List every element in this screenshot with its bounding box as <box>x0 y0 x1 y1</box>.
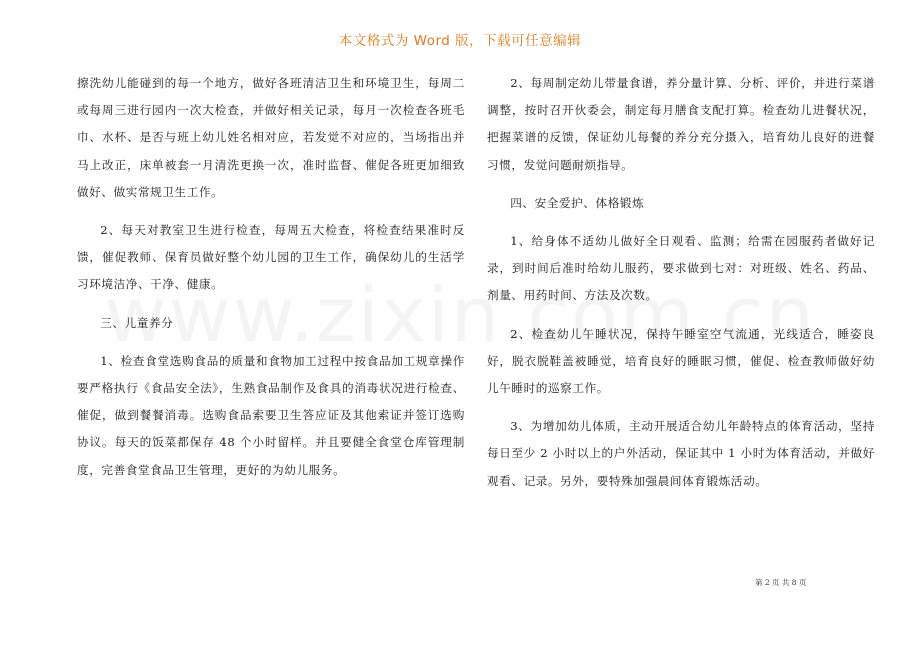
paragraph: 擦洗幼儿能碰到的每一个地方，做好各班清洁卫生和环境卫生，每周二或每周三进行园内一次大检查，并做好相关记录，每月一次检查各班毛巾、水杯、是否与班上幼儿姓名相对应，若发觉不对应的，当场指出并马上改正，床单被套一月清洗更换一次，准时监督、催促各班更加细致做好、做实常规卫生工作。 <box>77 76 465 199</box>
page-number: 第 2 页 共 8 页 <box>755 578 807 587</box>
paragraph: 2、每天对教室卫生进行检查，每周五大检查，将检查结果准时反馈，催促教师、保育员做好整个幼儿园的卫生工作，确保幼儿的生活学习环境洁净、干净、健康。 <box>77 223 465 292</box>
paragraph: 2、检查幼儿午睡状况，保持午睡室空气流通，光线适合，睡姿良好，脱衣脱鞋盖被睡觉，培育良好的睡眠习惯，催促、检查教师做好幼儿午睡时的巡察工作。 <box>487 326 875 396</box>
section-heading: 三、儿童养分 <box>100 315 174 330</box>
right-column <box>487 70 875 506</box>
paragraph: 1、给身体不适幼儿做好全日观看、监测；给需在园服药者做好记录，到时间后准时给幼儿服药，要求做到七对：对班级、姓名、药品、剂量、用药时间、方法及次数。 <box>487 234 875 303</box>
paragraph: 3、为增加幼儿体质，主动开展适合幼儿年龄特点的体育活动，坚持每日至少 2 小时以上的户外活动，保证其中 1 小时为体育活动，并做好观看、记录。另外，要特殊加强晨间体育锻炼活动。 <box>487 419 875 488</box>
paragraph: 1、检查食堂选购食品的质量和食物加工过程中按食品加工规章操作要严格执行《食品安全法》，生熟食品制作及食具的消毒状况进行检查、催促，做到餐餐消毒。选购食品索要卫生答应证及其他索证并签订选购协议。每天的饭菜都保存 48 个小时留样。并且要健全食堂仓库管理制度，完善食堂食品卫生管理，更好的为幼儿服务。 <box>77 353 465 477</box>
section-heading: 四、安全爱护、体格锻炼 <box>510 195 645 210</box>
paragraph: 2、每周制定幼儿带量食谱，养分量计算、分析、评价，并进行菜谱调整，按时召开伙委会，制定每月膳食支配打算。检查幼儿进餐状况，把握菜谱的反馈，保证幼儿每餐的养分充分摄入，培育幼儿良好的进餐习惯，发觉问题耐烦指导。 <box>487 76 875 172</box>
left-column <box>77 70 465 495</box>
download-banner: 本文格式为 Word 版，下载可任意编辑 <box>338 33 582 49</box>
